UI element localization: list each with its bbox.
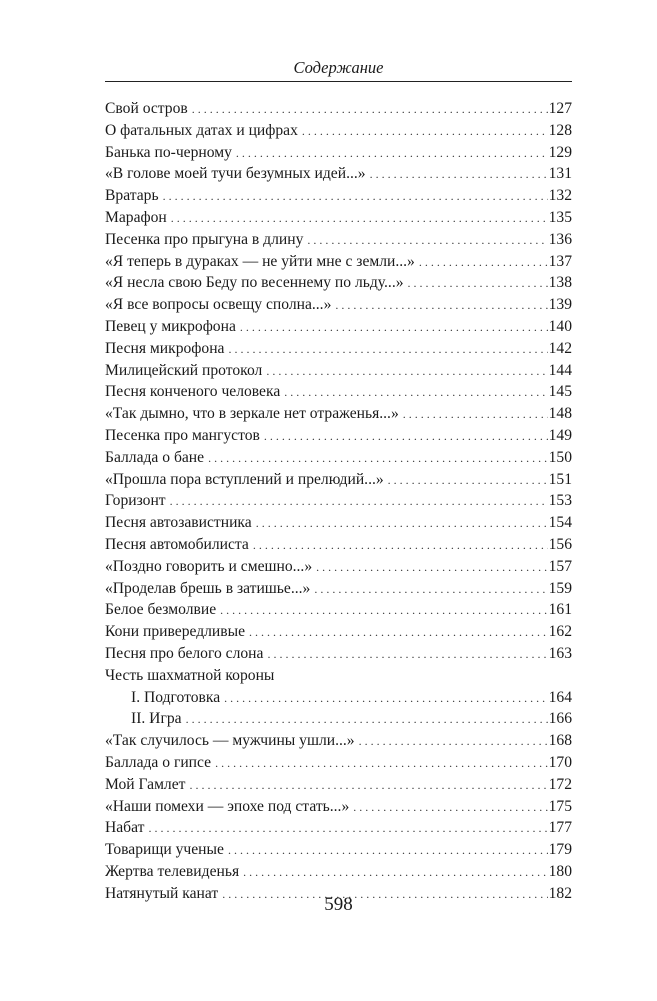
toc-entry-title: «Я теперь в дураках — не уйти мне с земли...» [105,252,415,270]
toc-entry-page: 140 [548,317,572,335]
toc-entry [105,185,572,207]
toc-entry-page: 157 [548,557,572,575]
toc-entry-page: 129 [548,143,572,161]
toc-entry-title: Песенка про прыгуна в длину [105,230,304,248]
dot-leader [267,644,547,666]
header-rule [105,81,572,82]
toc-entry-page: 163 [548,644,572,662]
toc-entry-title: Мой Гамлет [105,775,186,793]
toc-entry-title: «Наши помехи — эпохе под стать...» [105,797,350,815]
dot-leader [284,382,547,404]
toc-entry-title: Песня конченого человека [105,383,281,401]
toc-entry-page: 137 [548,252,572,270]
toc-entry [105,251,572,273]
toc-entry-title: Баллада о гипсе [105,753,212,771]
toc-entry-page: 151 [548,470,572,488]
dot-leader [163,186,548,208]
dot-leader [240,317,548,339]
toc-entry-title: Товарищи ученые [105,841,224,859]
toc-entry [105,752,572,774]
dot-leader [249,622,548,644]
toc-entry-page: 179 [548,841,572,859]
toc-entry-page: 166 [548,710,572,728]
toc-entry-page: 156 [548,535,572,553]
dot-leader [335,295,547,317]
toc-entry-title: «Прошла пора вступлений и прелюдий...» [105,470,384,488]
dot-leader [208,448,548,470]
toc-entry-title: «В голове моей тучи безумных идей...» [105,165,366,183]
toc-entry-page: 150 [548,448,572,466]
toc-subentry [105,687,572,709]
dot-leader [171,208,548,230]
toc-entry [105,338,572,360]
toc-entry-page: 136 [548,230,572,248]
toc-entry-page: 159 [548,579,572,597]
dot-leader [215,753,548,775]
toc-entry-page: 128 [548,121,572,139]
toc-entry-title: Свой остров [105,100,188,117]
dot-leader [403,404,548,426]
dot-leader [307,230,547,252]
toc-entry-title: II. Игра [131,710,182,728]
dot-leader [302,121,548,143]
toc-entry [105,142,572,164]
toc-entry-page: 135 [548,208,572,226]
toc-entry-page: 177 [548,819,572,837]
toc-entry-title: Натянутый канат [105,884,219,902]
toc-entry [105,447,572,469]
toc-entry [105,120,572,142]
toc-entry-title: «Так дымно, что в зеркале нет отраженья...» [105,405,399,423]
toc-entry [105,621,572,643]
dot-leader [189,775,547,797]
dot-leader [370,164,548,186]
toc-entry-page: 132 [548,187,572,205]
toc-entry-title: Песня микрофона [105,339,225,357]
dot-leader [220,600,547,622]
toc-entry-title: Честь шахматной короны [105,666,275,684]
toc-entry-page: 168 [548,732,572,750]
dot-leader [314,579,547,601]
toc-entry [105,774,572,796]
toc-entry-page: 142 [548,339,572,357]
dot-leader [359,731,548,753]
dot-leader [243,862,547,884]
toc-entry-page: 144 [548,361,572,379]
toc-entry-title: Песня автозавистника [105,514,252,532]
toc-entry-page: 139 [548,296,572,314]
toc-entry-page: 145 [548,383,572,401]
toc-entry-title: Баллада о бане [105,448,205,466]
dot-leader [186,709,548,731]
toc-entry-title: I. Подготовка [131,688,221,706]
dot-leader [388,470,548,492]
toc-entry [105,599,572,621]
toc-entry [105,403,572,425]
dot-leader [228,840,548,862]
toc-entry-title: Певец у микрофона [105,317,236,335]
toc-entry-page: 131 [548,165,572,183]
dot-leader [228,339,547,361]
toc-entry-page: 162 [548,623,572,641]
running-title: Содержание [293,58,384,77]
toc-entry-page: 154 [548,514,572,532]
toc-entry [105,163,572,185]
toc-entry-page: 149 [548,426,572,444]
toc-entry-page: 180 [548,862,572,880]
toc-entry [105,817,572,839]
toc-entry [105,98,572,120]
toc-entry [105,512,572,534]
toc-entry-title: Белое безмолвие [105,601,217,619]
toc-entry-page: 164 [548,688,572,706]
toc-section-heading [105,665,572,687]
toc-entry-page: 127 [548,100,572,117]
toc-entry [105,796,572,818]
toc-entry [105,578,572,600]
toc-entry-page: 170 [548,753,572,771]
toc-entry-title: «Поздно говорить и смешно...» [105,557,313,575]
toc-entry-title: Горизонт [105,492,166,510]
dot-leader [253,535,548,557]
toc-entry [105,207,572,229]
toc-entry-title: Вратарь [105,187,159,205]
dot-leader [264,426,548,448]
toc-entry-title: «Так случилось — мужчины ушли...» [105,732,355,750]
dot-leader [266,361,547,383]
toc-entry-title: Кони привередливые [105,623,246,641]
toc-entry [105,272,572,294]
toc-entry [105,490,572,512]
toc-entry-title: Набат [105,819,145,837]
toc-entry-page: 148 [548,405,572,423]
toc-entry-title: «Я все вопросы освещу сполна...» [105,296,332,314]
dot-leader [224,688,547,710]
toc-entry-page: 172 [548,775,572,793]
dot-leader [192,99,548,121]
dot-leader [316,557,547,579]
dot-leader [419,252,548,274]
toc-entry-title: Песня автомобилиста [105,535,249,553]
toc-entry-page: 182 [548,884,572,902]
dot-leader [256,513,548,535]
dot-leader [236,143,548,165]
toc-entry [105,469,572,491]
toc-entry [105,839,572,861]
table-of-contents [105,98,572,904]
toc-entry-title: «Проделав брешь в затишье...» [105,579,311,597]
toc-entry-page: 175 [548,797,572,815]
toc-entry [105,556,572,578]
dot-leader [353,797,547,819]
toc-entry-title: Милицейский протокол [105,361,263,379]
toc-entry-title: Банька по-черному [105,143,232,161]
dot-leader [170,491,548,513]
toc-entry-title: Песенка про мангустов [105,426,260,444]
toc-entry-page: 153 [548,492,572,510]
toc-entry [105,229,572,251]
toc-entry [105,316,572,338]
toc-entry [105,534,572,556]
toc-entry-page: 161 [548,601,572,619]
dot-leader [148,818,547,840]
toc-entry [105,730,572,752]
toc-entry-page: 138 [548,274,572,292]
toc-entry [105,643,572,665]
toc-entry [105,861,572,883]
toc-entry-title: О фатальных датах и цифрах [105,121,298,139]
page-number: 598 [324,894,353,915]
toc-entry-title: Песня про белого слона [105,644,264,662]
toc-entry-title: «Я несла свою Беду по весеннему по льду...» [105,274,404,292]
toc-entry [105,294,572,316]
toc-subentry [105,708,572,730]
toc-entry-title: Жертва телевиденья [105,862,240,880]
toc-entry-title: Марафон [105,208,167,226]
dot-leader [408,273,548,295]
toc-entry [105,360,572,382]
toc-entry [105,381,572,403]
toc-entry [105,425,572,447]
